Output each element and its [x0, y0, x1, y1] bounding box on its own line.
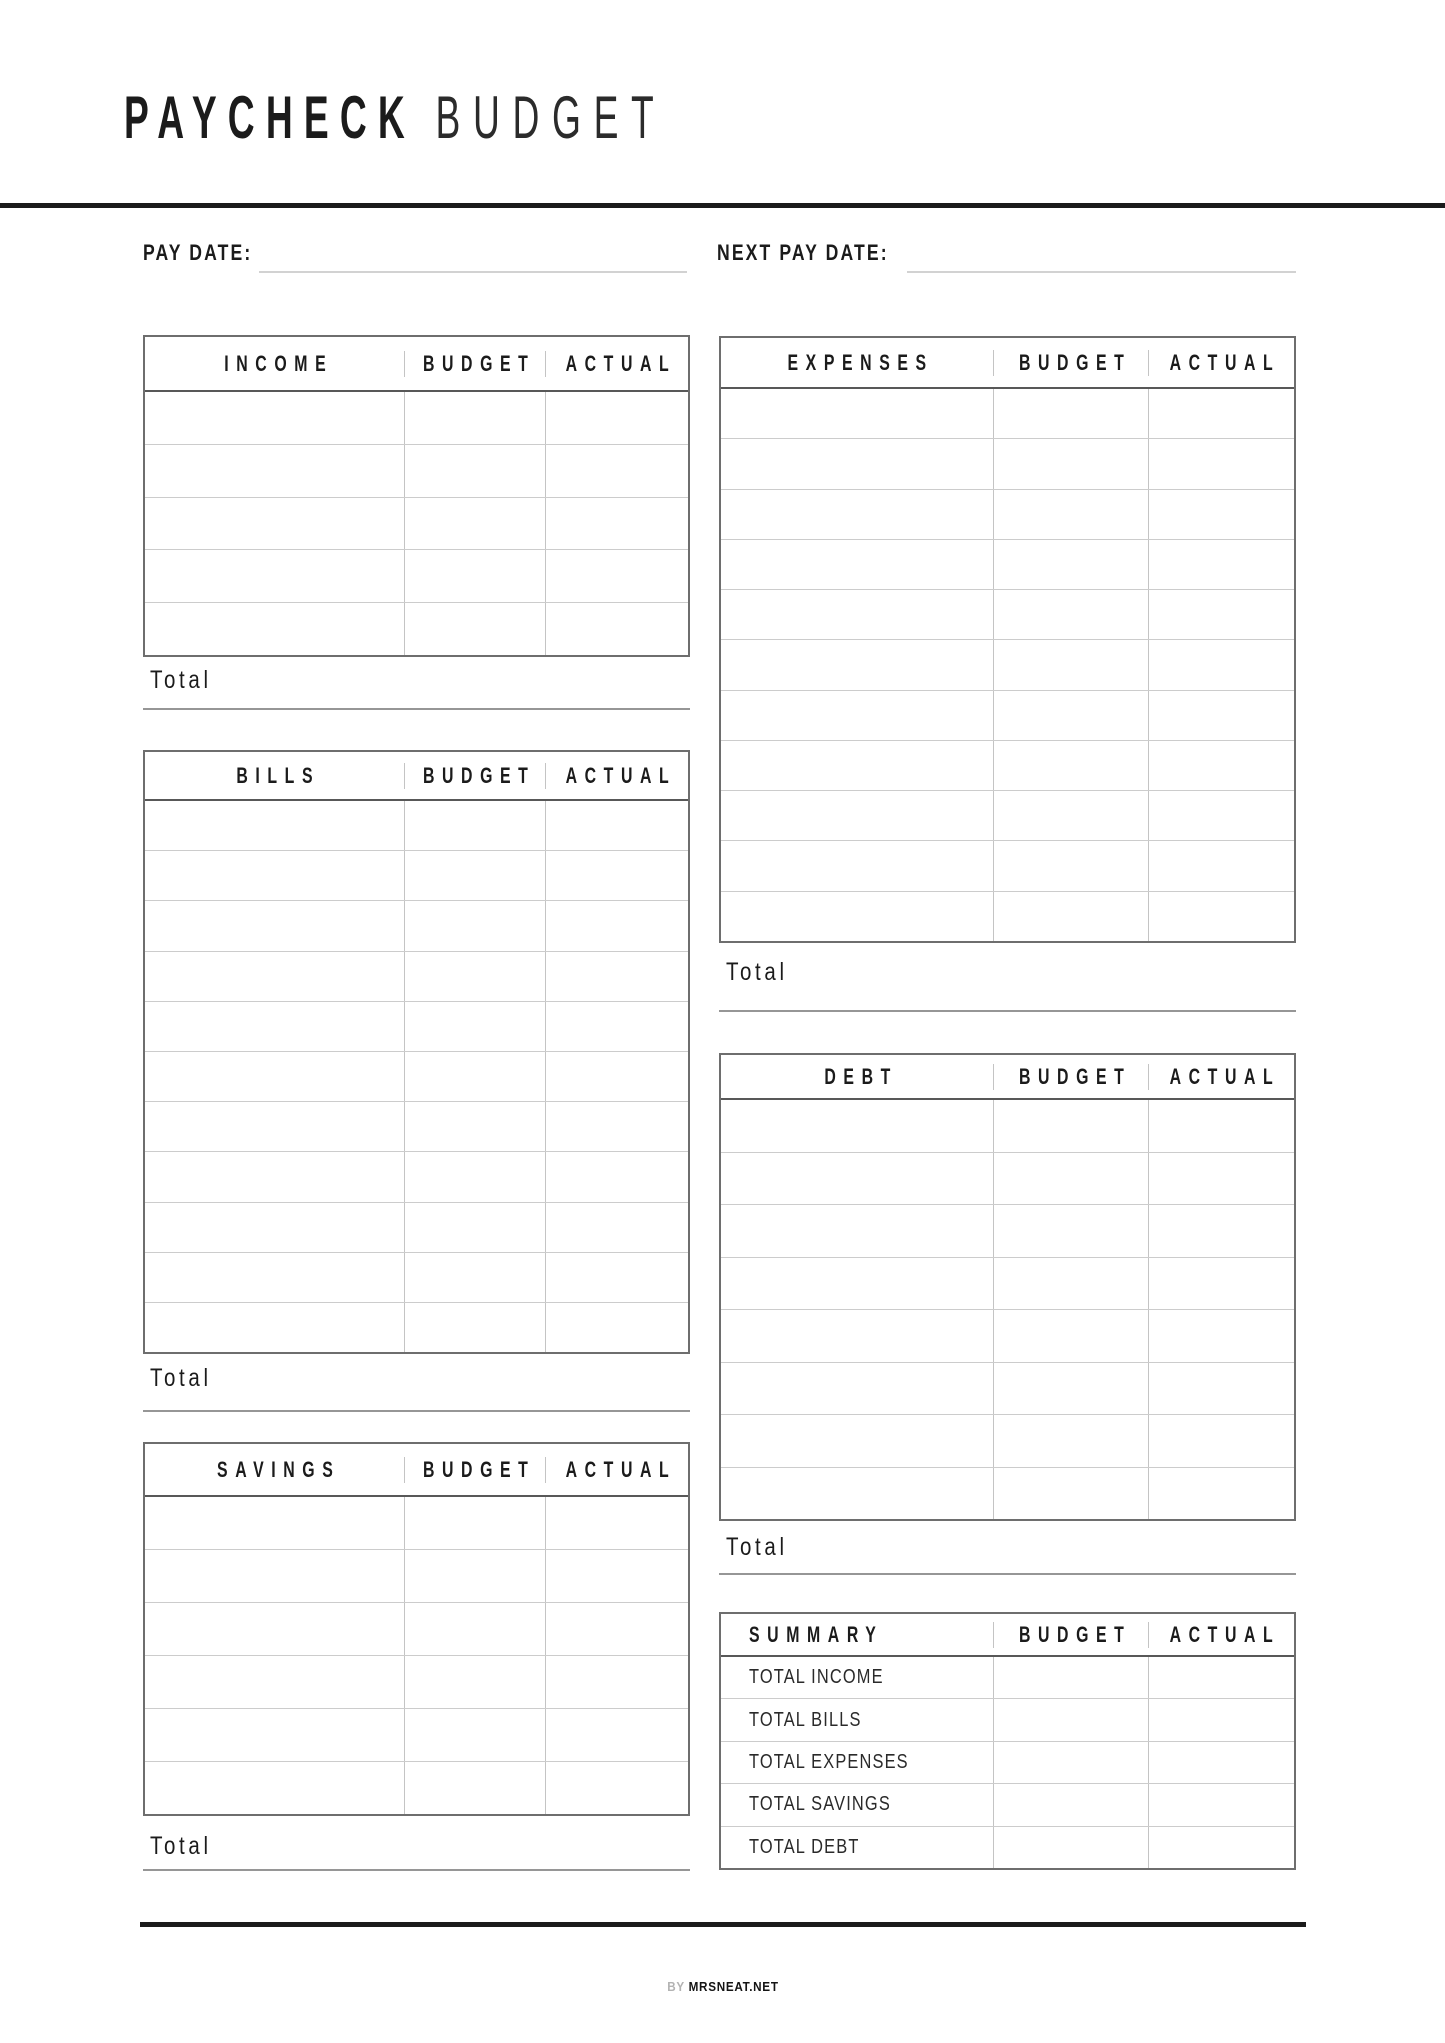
- bills-cell-budget[interactable]: [404, 1002, 545, 1051]
- bills-cell-budget[interactable]: [404, 1052, 545, 1101]
- bills-header-row: [145, 752, 688, 801]
- expenses-table: [719, 336, 1296, 943]
- expenses-row: [721, 791, 1294, 841]
- expenses-cell-budget[interactable]: [993, 791, 1148, 840]
- expenses-cell-actual[interactable]: [1148, 691, 1294, 740]
- expenses-cell-actual[interactable]: [1148, 892, 1294, 941]
- bills-row: [145, 1203, 688, 1253]
- income-cell-item[interactable]: [145, 392, 404, 444]
- debt-header-actual: ACTUAL: [1148, 1064, 1294, 1090]
- bills-cell-budget[interactable]: [404, 1203, 545, 1252]
- savings-cell-actual[interactable]: [545, 1550, 688, 1602]
- summary-row-label: TOTAL EXPENSES: [749, 1751, 909, 1774]
- income-cell-actual[interactable]: [545, 603, 688, 655]
- bills-cell-actual[interactable]: [545, 801, 688, 850]
- summary-cell-budget[interactable]: [993, 1657, 1148, 1698]
- debt-row: [721, 1205, 1294, 1258]
- expenses-row: [721, 389, 1294, 439]
- bills-cell-budget[interactable]: [404, 851, 545, 900]
- debt-cell-item[interactable]: [721, 1415, 993, 1467]
- expenses-row: [721, 892, 1294, 941]
- bills-row: [145, 851, 688, 901]
- summary-cell-budget[interactable]: [993, 1827, 1148, 1868]
- bills-header-title: BILLS: [236, 762, 321, 788]
- expenses-cell-item[interactable]: [721, 841, 993, 890]
- summary-cell-actual[interactable]: [1148, 1784, 1294, 1825]
- summary-cell-budget[interactable]: [993, 1742, 1148, 1783]
- bottom-rule: [140, 1922, 1306, 1927]
- bills-table: [143, 750, 690, 1354]
- income-header-title: INCOME: [223, 350, 333, 376]
- expenses-cell-actual[interactable]: [1148, 590, 1294, 639]
- expenses-cell-actual[interactable]: [1148, 640, 1294, 689]
- summary-row: [721, 1742, 1294, 1784]
- debt-cell-actual[interactable]: [1148, 1153, 1294, 1205]
- bills-cell-item[interactable]: [145, 851, 404, 900]
- savings-row: [145, 1603, 688, 1656]
- debt-cell-item[interactable]: [721, 1310, 993, 1362]
- top-rule: [0, 203, 1445, 208]
- debt-cell-item[interactable]: [721, 1205, 993, 1257]
- bills-cell-actual[interactable]: [545, 851, 688, 900]
- income-total-label: Total: [150, 666, 212, 694]
- income-cell-budget[interactable]: [404, 445, 545, 497]
- expenses-cell-budget[interactable]: [993, 540, 1148, 589]
- savings-cell-budget[interactable]: [404, 1603, 545, 1655]
- expenses-cell-budget[interactable]: [993, 590, 1148, 639]
- savings-table: [143, 1442, 690, 1816]
- income-row: [145, 550, 688, 603]
- income-row: [145, 445, 688, 498]
- expenses-cell-item[interactable]: [721, 691, 993, 740]
- expenses-cell-budget[interactable]: [993, 490, 1148, 539]
- summary-cell-actual[interactable]: [1148, 1657, 1294, 1698]
- savings-cell-actual[interactable]: [545, 1603, 688, 1655]
- expenses-cell-budget[interactable]: [993, 892, 1148, 941]
- expenses-row: [721, 439, 1294, 489]
- bills-cell-item[interactable]: [145, 1253, 404, 1302]
- debt-cell-budget[interactable]: [993, 1363, 1148, 1415]
- debt-cell-budget[interactable]: [993, 1205, 1148, 1257]
- bills-cell-actual[interactable]: [545, 952, 688, 1001]
- income-header-budget: BUDGET: [404, 351, 545, 377]
- income-row: [145, 498, 688, 551]
- bills-cell-budget[interactable]: [404, 1253, 545, 1302]
- debt-cell-budget[interactable]: [993, 1100, 1148, 1152]
- debt-cell-budget[interactable]: [993, 1258, 1148, 1310]
- savings-row: [145, 1762, 688, 1814]
- debt-cell-item[interactable]: [721, 1468, 993, 1520]
- bills-cell-budget[interactable]: [404, 1102, 545, 1151]
- debt-total-label: Total: [726, 1533, 788, 1561]
- savings-total-label: Total: [150, 1832, 212, 1860]
- bills-cell-item[interactable]: [145, 1303, 404, 1352]
- pay-date-label: PAY DATE:: [143, 240, 253, 265]
- savings-row: [145, 1709, 688, 1762]
- page-title: [124, 84, 667, 151]
- savings-cell-item[interactable]: [145, 1762, 404, 1814]
- bills-cell-budget[interactable]: [404, 901, 545, 950]
- debt-cell-budget[interactable]: [993, 1153, 1148, 1205]
- bills-row: [145, 1052, 688, 1102]
- expenses-header-row: [721, 338, 1294, 389]
- summary-cell-actual[interactable]: [1148, 1827, 1294, 1868]
- debt-cell-actual[interactable]: [1148, 1100, 1294, 1152]
- savings-cell-budget[interactable]: [404, 1709, 545, 1761]
- income-table: [143, 335, 690, 657]
- income-cell-budget[interactable]: [404, 392, 545, 444]
- expenses-header-title: EXPENSES: [787, 349, 934, 375]
- expenses-cell-item[interactable]: [721, 741, 993, 790]
- next-pay-date-label: NEXT PAY DATE:: [717, 240, 889, 265]
- bills-row: [145, 901, 688, 951]
- summary-cell-budget[interactable]: [993, 1699, 1148, 1740]
- expenses-cell-item[interactable]: [721, 640, 993, 689]
- next-pay-date-input[interactable]: [910, 243, 1292, 271]
- savings-cell-budget[interactable]: [404, 1656, 545, 1708]
- savings-cell-item[interactable]: [145, 1550, 404, 1602]
- savings-cell-item[interactable]: [145, 1497, 404, 1549]
- debt-cell-budget[interactable]: [993, 1310, 1148, 1362]
- expenses-cell-item[interactable]: [721, 590, 993, 639]
- summary-table: [719, 1612, 1296, 1870]
- bills-cell-actual[interactable]: [545, 1152, 688, 1201]
- expenses-row: [721, 741, 1294, 791]
- bills-row: [145, 952, 688, 1002]
- bills-cell-item[interactable]: [145, 952, 404, 1001]
- debt-cell-actual[interactable]: [1148, 1258, 1294, 1310]
- debt-header-budget: BUDGET: [993, 1064, 1148, 1090]
- next-pay-date-line[interactable]: [907, 271, 1296, 273]
- summary-cell-actual[interactable]: [1148, 1699, 1294, 1740]
- income-cell-item[interactable]: [145, 550, 404, 602]
- savings-header-row: [145, 1444, 688, 1497]
- income-cell-item[interactable]: [145, 498, 404, 550]
- expenses-cell-item[interactable]: [721, 490, 993, 539]
- summary-row-label: TOTAL DEBT: [749, 1835, 860, 1858]
- savings-cell-budget[interactable]: [404, 1762, 545, 1814]
- expenses-cell-actual[interactable]: [1148, 439, 1294, 488]
- savings-row: [145, 1550, 688, 1603]
- expenses-cell-actual[interactable]: [1148, 841, 1294, 890]
- debt-row: [721, 1258, 1294, 1311]
- bills-cell-actual[interactable]: [545, 1102, 688, 1151]
- bills-header-budget: BUDGET: [404, 763, 545, 789]
- summary-cell-actual[interactable]: [1148, 1742, 1294, 1783]
- debt-cell-item[interactable]: [721, 1100, 993, 1152]
- bills-cell-budget[interactable]: [404, 1152, 545, 1201]
- income-cell-item[interactable]: [145, 445, 404, 497]
- savings-cell-budget[interactable]: [404, 1497, 545, 1549]
- bills-row: [145, 1253, 688, 1303]
- savings-header-actual: ACTUAL: [545, 1457, 688, 1483]
- income-header-row: [145, 337, 688, 392]
- expenses-cell-actual[interactable]: [1148, 791, 1294, 840]
- bills-cell-actual[interactable]: [545, 901, 688, 950]
- bills-row: [145, 1152, 688, 1202]
- expenses-cell-item[interactable]: [721, 439, 993, 488]
- pay-date-input[interactable]: [262, 243, 682, 271]
- title-primary: PAYCHECK: [124, 84, 416, 151]
- expenses-row: [721, 640, 1294, 690]
- debt-row: [721, 1468, 1294, 1520]
- income-cell-budget[interactable]: [404, 603, 545, 655]
- savings-cell-budget[interactable]: [404, 1550, 545, 1602]
- debt-cell-actual[interactable]: [1148, 1205, 1294, 1257]
- summary-row: [721, 1827, 1294, 1868]
- summary-row: [721, 1784, 1294, 1826]
- income-cell-budget[interactable]: [404, 498, 545, 550]
- expenses-row: [721, 590, 1294, 640]
- debt-total-line[interactable]: [719, 1573, 1296, 1575]
- income-header-actual: ACTUAL: [545, 351, 688, 377]
- bills-cell-item[interactable]: [145, 1102, 404, 1151]
- debt-cell-budget[interactable]: [993, 1468, 1148, 1520]
- expenses-total-line[interactable]: [719, 1010, 1296, 1012]
- debt-row: [721, 1310, 1294, 1363]
- summary-header-title: SUMMARY: [749, 1621, 884, 1647]
- income-total-line[interactable]: [143, 708, 690, 710]
- savings-cell-actual[interactable]: [545, 1497, 688, 1549]
- bills-cell-actual[interactable]: [545, 1203, 688, 1252]
- savings-cell-actual[interactable]: [545, 1762, 688, 1814]
- bills-row: [145, 801, 688, 851]
- debt-cell-budget[interactable]: [993, 1415, 1148, 1467]
- expenses-header-budget: BUDGET: [993, 350, 1148, 376]
- debt-table: [719, 1053, 1296, 1521]
- debt-cell-actual[interactable]: [1148, 1363, 1294, 1415]
- expenses-header-actual: ACTUAL: [1148, 350, 1294, 376]
- bills-cell-actual[interactable]: [545, 1052, 688, 1101]
- bills-cell-actual[interactable]: [545, 1253, 688, 1302]
- pay-date-line[interactable]: [259, 271, 687, 273]
- bills-cell-budget[interactable]: [404, 952, 545, 1001]
- bills-row: [145, 1002, 688, 1052]
- debt-cell-actual[interactable]: [1148, 1415, 1294, 1467]
- income-cell-actual[interactable]: [545, 498, 688, 550]
- debt-row: [721, 1153, 1294, 1206]
- expenses-cell-actual[interactable]: [1148, 490, 1294, 539]
- summary-header-actual: ACTUAL: [1148, 1622, 1294, 1648]
- summary-row: [721, 1699, 1294, 1741]
- debt-cell-item[interactable]: [721, 1153, 993, 1205]
- income-row: [145, 392, 688, 445]
- summary-header-budget: BUDGET: [993, 1622, 1148, 1648]
- expenses-cell-budget[interactable]: [993, 841, 1148, 890]
- savings-header-title: SAVINGS: [216, 1456, 340, 1482]
- expenses-cell-item[interactable]: [721, 540, 993, 589]
- savings-cell-item[interactable]: [145, 1709, 404, 1761]
- expenses-cell-budget[interactable]: [993, 640, 1148, 689]
- savings-total-line[interactable]: [143, 1869, 690, 1871]
- bills-row: [145, 1102, 688, 1152]
- debt-cell-actual[interactable]: [1148, 1468, 1294, 1520]
- debt-row: [721, 1415, 1294, 1468]
- income-row: [145, 603, 688, 655]
- bills-total-label: Total: [150, 1364, 212, 1392]
- summary-cell-budget[interactable]: [993, 1784, 1148, 1825]
- income-cell-actual[interactable]: [545, 550, 688, 602]
- title-secondary: BUDGET: [435, 84, 667, 151]
- income-cell-actual[interactable]: [545, 392, 688, 444]
- savings-cell-actual[interactable]: [545, 1656, 688, 1708]
- savings-row: [145, 1656, 688, 1709]
- savings-cell-item[interactable]: [145, 1603, 404, 1655]
- income-cell-actual[interactable]: [545, 445, 688, 497]
- footer-credit: [0, 1979, 1445, 1994]
- expenses-row: [721, 540, 1294, 590]
- expenses-cell-item[interactable]: [721, 791, 993, 840]
- expenses-cell-item[interactable]: [721, 892, 993, 941]
- expenses-cell-actual[interactable]: [1148, 389, 1294, 438]
- debt-header-title: DEBT: [824, 1063, 898, 1089]
- summary-row-label: TOTAL INCOME: [749, 1666, 884, 1689]
- bills-cell-budget[interactable]: [404, 801, 545, 850]
- summary-header-row: [721, 1614, 1294, 1657]
- expenses-row: [721, 841, 1294, 891]
- savings-cell-actual[interactable]: [545, 1709, 688, 1761]
- summary-row-label: TOTAL SAVINGS: [749, 1793, 891, 1816]
- debt-cell-item[interactable]: [721, 1258, 993, 1310]
- debt-cell-item[interactable]: [721, 1363, 993, 1415]
- bills-cell-actual[interactable]: [545, 1303, 688, 1352]
- debt-cell-actual[interactable]: [1148, 1310, 1294, 1362]
- debt-row: [721, 1100, 1294, 1153]
- bills-cell-item[interactable]: [145, 1152, 404, 1201]
- expenses-row: [721, 691, 1294, 741]
- bills-cell-item[interactable]: [145, 1052, 404, 1101]
- bills-cell-item[interactable]: [145, 1203, 404, 1252]
- savings-row: [145, 1497, 688, 1550]
- footer-by-label: BY: [666, 1979, 685, 1994]
- expenses-cell-budget[interactable]: [993, 691, 1148, 740]
- summary-row: [721, 1657, 1294, 1699]
- savings-cell-item[interactable]: [145, 1656, 404, 1708]
- bills-total-line[interactable]: [143, 1410, 690, 1412]
- debt-row: [721, 1363, 1294, 1416]
- bills-row: [145, 1303, 688, 1352]
- expenses-cell-item[interactable]: [721, 389, 993, 438]
- expenses-cell-budget[interactable]: [993, 439, 1148, 488]
- bills-cell-item[interactable]: [145, 1002, 404, 1051]
- bills-cell-item[interactable]: [145, 801, 404, 850]
- expenses-cell-actual[interactable]: [1148, 540, 1294, 589]
- expenses-total-label: Total: [726, 958, 788, 986]
- expenses-cell-budget[interactable]: [993, 389, 1148, 438]
- expenses-row: [721, 490, 1294, 540]
- summary-row-label: TOTAL BILLS: [749, 1708, 862, 1731]
- income-cell-budget[interactable]: [404, 550, 545, 602]
- bills-cell-actual[interactable]: [545, 1002, 688, 1051]
- expenses-cell-actual[interactable]: [1148, 741, 1294, 790]
- expenses-cell-budget[interactable]: [993, 741, 1148, 790]
- footer-brand: MRSNEAT.NET: [688, 1979, 779, 1994]
- income-cell-item[interactable]: [145, 603, 404, 655]
- bills-cell-item[interactable]: [145, 901, 404, 950]
- bills-cell-budget[interactable]: [404, 1303, 545, 1352]
- savings-header-budget: BUDGET: [404, 1457, 545, 1483]
- debt-header-row: [721, 1055, 1294, 1100]
- bills-header-actual: ACTUAL: [545, 763, 688, 789]
